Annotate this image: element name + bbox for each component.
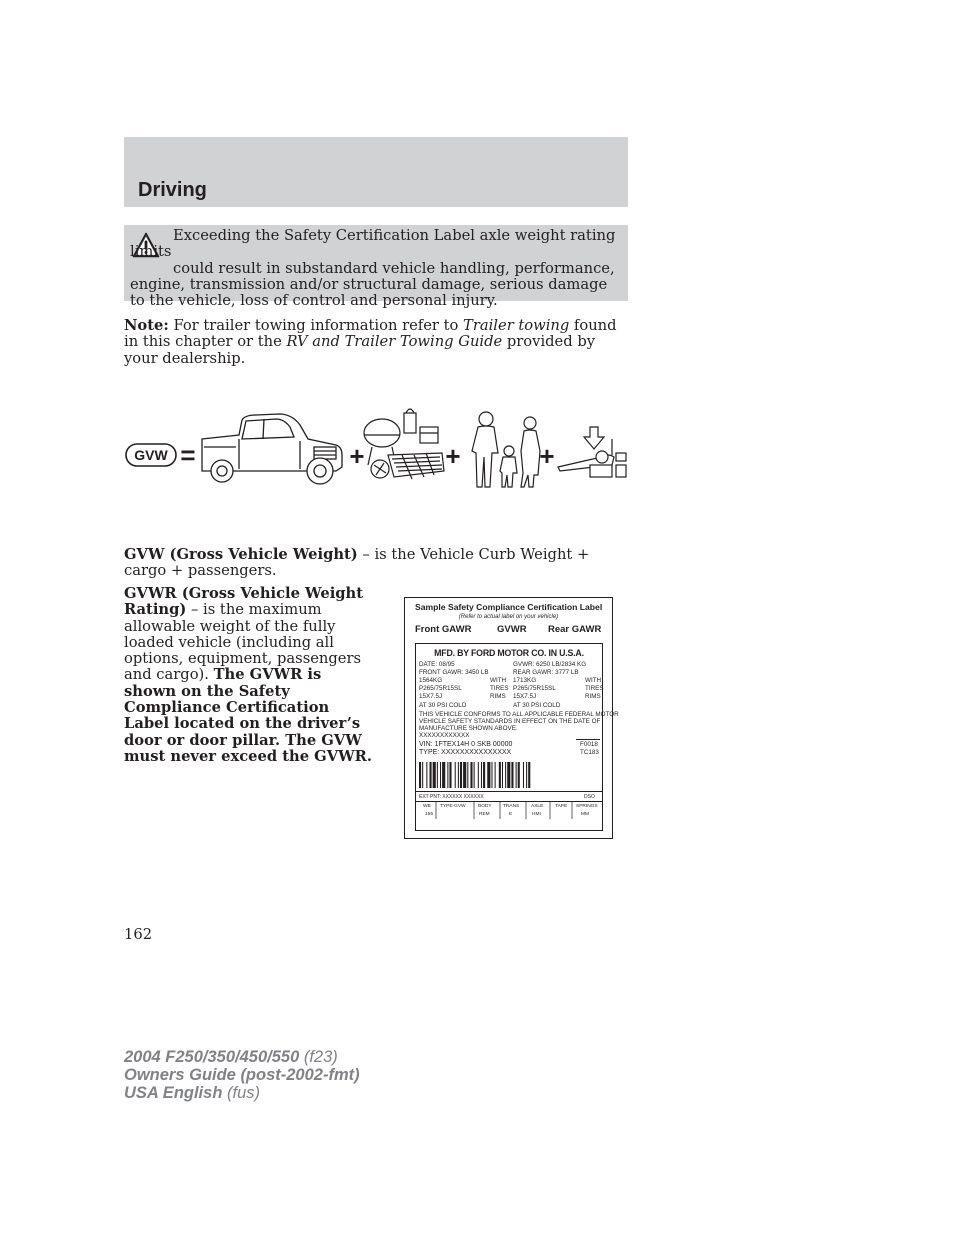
gvw-term: GVW (Gross Vehicle Weight): [124, 546, 358, 563]
label-type: TYPE: XXXXXXXXXXXXXXX: [419, 749, 512, 756]
label-mfd: MFD. BY FORD MOTOR CO. IN U.S.A.: [434, 648, 584, 658]
plus-sign-2: +: [445, 441, 461, 471]
label-front-kg: 1564KG: [419, 677, 443, 684]
note-text-3: provided by your dealership.: [124, 333, 596, 367]
label-v-wb: 155: [425, 812, 434, 817]
label-front-tires: TIRES: [490, 685, 509, 692]
note-text-2: found in this chapter or the: [124, 317, 617, 351]
section-title: Driving: [138, 179, 207, 201]
label-front-psi: AT 30 PSI COLD: [419, 702, 467, 709]
label-ext-pnt: EXT PNT: XXXXXX XXXXXX: [419, 794, 484, 800]
label-col-front-gawr: Front GAWR: [415, 624, 472, 635]
passengers-icon: [472, 412, 540, 487]
label-h-type: TYPE-GVW: [440, 804, 466, 809]
cargo-icon: [364, 409, 444, 479]
label-front-tire: P265/75R15SL: [419, 685, 462, 692]
document-footer: [124, 1048, 360, 1102]
gvw-badge-text: GVW: [134, 447, 168, 463]
label-gvwr: GVWR: 6250 LB/2834 KG: [513, 661, 587, 668]
label-xline: XXXXXXXXXXXX: [419, 732, 470, 739]
label-rear-gawr: REAR GAWR: 3777 LB: [513, 669, 579, 676]
plus-sign-1: +: [349, 441, 365, 471]
label-rear-rim: 15X7.5J: [513, 693, 537, 700]
gvw-equation-figure: [124, 395, 628, 495]
label-title: Sample Safety Compliance Certification Label: [415, 602, 603, 612]
gvwr-term: GVWR (Gross Vehicle Weight Rating): [124, 585, 364, 619]
label-front-gawr: FRONT GAWR: 3450 LB: [419, 669, 489, 676]
label-front-rims: RIMS: [490, 693, 506, 700]
label-rear-with: WITH: [585, 677, 602, 684]
label-rear-tire: P265/75R15SL: [513, 685, 556, 692]
footer-model-code: (f23): [299, 1048, 338, 1066]
gvwr-definition: [124, 586, 376, 765]
warning-box: [124, 225, 628, 310]
label-col-gvwr: GVWR: [497, 624, 527, 635]
safety-label-sample: [404, 597, 619, 839]
label-vin: VIN: 1FTEX14H 0 SKB 00000: [419, 741, 513, 748]
footer-language: USA English: [124, 1084, 223, 1102]
label-h-trans: TRANS: [503, 804, 520, 809]
label-h-tape: TAPE: [555, 804, 568, 809]
label-v-trans: E: [509, 812, 513, 817]
gvw-definition: [124, 547, 624, 580]
label-date: DATE: 08/95: [419, 661, 455, 668]
gvwr-text: – is the maximum allowable weight of the fully loaded vehicle (including all options, equipment, passengers and cargo).: [124, 601, 362, 684]
label-conform-2: VEHICLE SAFETY STANDARDS IN EFFECT ON THE DATE OF: [419, 718, 601, 725]
label-rear-psi: AT 30 PSI COLD: [513, 702, 561, 709]
label-code-rule: [576, 739, 600, 740]
label-front-with: WITH: [490, 677, 507, 684]
note-paragraph: [124, 318, 624, 367]
label-h-wb: WB: [423, 804, 431, 809]
label-rear-tires: TIRES: [585, 685, 604, 692]
label-plate: [415, 643, 619, 831]
barcode-icon: [419, 762, 599, 788]
note-ref-rv-guide: RV and Trailer Towing Guide: [286, 333, 503, 351]
label-conform-3: MANUFACTURE SHOWN ABOVE.: [419, 725, 518, 732]
label-v-springs: MM: [581, 812, 589, 817]
label-code-1: F0018: [580, 741, 598, 748]
warning-line-2: could result in substandard vehicle handling, performance,: [173, 259, 615, 277]
label-conform-1: THIS VEHICLE CONFORMS TO ALL APPLICABLE FEDERAL MOTOR: [419, 711, 619, 718]
label-rear-rims: RIMS: [585, 693, 601, 700]
label-v-axle: HMI: [532, 812, 541, 817]
label-h-axle: AXLE: [531, 804, 544, 809]
footer-guide: Owners Guide (post-2002-fmt): [124, 1066, 360, 1084]
label-code-2: TC183: [580, 749, 599, 756]
note-label: Note:: [124, 317, 169, 334]
gvw-illustration: [124, 395, 628, 495]
footer-language-code: (fus): [222, 1084, 260, 1102]
warning-text: [130, 228, 622, 309]
warning-line-rest: engine, transmission and/or structural damage, serious damage to the vehicle, loss of control and personal injury.: [130, 275, 608, 310]
label-h-springs: SPRINGS: [576, 804, 598, 809]
label-dso: DSO: [584, 794, 595, 800]
pickup-truck-icon: [202, 414, 342, 484]
label-subtitle: (Refer to actual label on your vehicle): [458, 614, 559, 620]
note-text-1: For trailer towing information refer to: [168, 317, 464, 334]
label-front-rim: 15X7.5J: [419, 693, 443, 700]
plus-sign-3: +: [539, 441, 555, 471]
warning-line-1: Exceeding the Safety Certification Label axle weight rating limits: [130, 227, 616, 261]
label-h-body: BODY: [478, 804, 492, 809]
gvwr-emphasis: The GVWR is shown on the Safety Compliance Certification Label located on the driver’s door or door pillar. The GVW must never exceed the GVWR.: [124, 666, 372, 765]
label-col-rear-gawr: Rear GAWR: [548, 624, 602, 635]
label-rear-kg: 1713KG: [513, 677, 537, 684]
gvw-badge: [126, 444, 176, 466]
note-ref-trailer-towing: Trailer towing: [463, 317, 570, 334]
trailer-hitch-icon: [558, 427, 626, 477]
footer-model: 2004 F250/350/450/550: [124, 1048, 300, 1066]
page-number: 162: [124, 926, 153, 943]
label-v-body: REM: [479, 812, 490, 817]
equals-sign: =: [180, 440, 196, 470]
gvw-text: – is the Vehicle Curb Weight + cargo + passengers.: [124, 546, 590, 580]
